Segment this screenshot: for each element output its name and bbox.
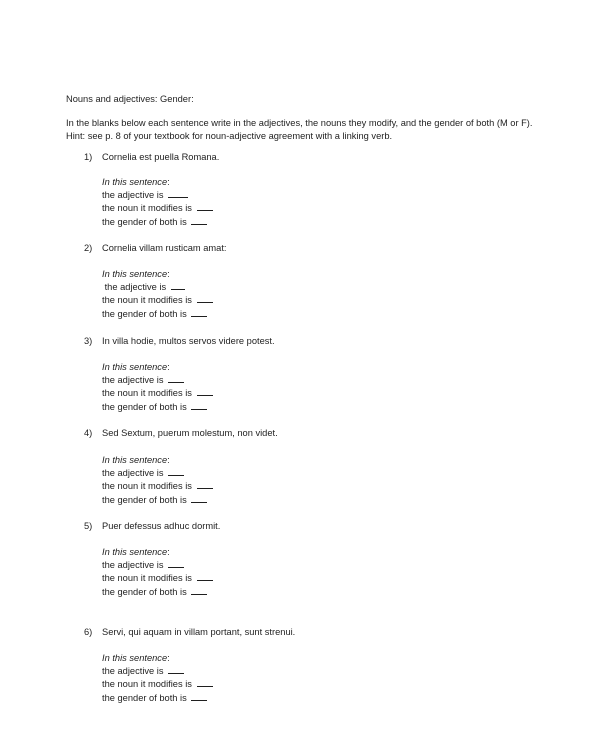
gender-label: the gender of both is	[102, 401, 187, 412]
answer-block-5	[102, 546, 213, 599]
adjective-blank[interactable]	[168, 559, 184, 568]
intro-colon: :	[167, 547, 170, 557]
intro-label: In this sentence	[102, 269, 168, 279]
question-number: 5)	[84, 521, 93, 531]
question-5	[84, 521, 220, 531]
adjective-label: the adjective is	[104, 282, 167, 293]
intro-label: In this sentence	[102, 547, 168, 557]
gender-label: the gender of both is	[102, 216, 187, 227]
answer-block-4	[102, 454, 213, 507]
intro-label: In this sentence	[102, 362, 168, 372]
answer-block-6	[102, 652, 213, 705]
intro-colon: :	[167, 362, 170, 372]
noun-label: the noun it modifies is	[102, 679, 192, 690]
question-3	[84, 336, 275, 346]
answer-block-1	[102, 176, 213, 229]
gender-blank[interactable]	[191, 401, 207, 410]
adjective-blank[interactable]	[168, 374, 184, 383]
worksheet-heading: Nouns and adjectives: Gender:	[66, 94, 194, 104]
question-number: 4)	[84, 428, 93, 438]
noun-label: the noun it modifies is	[102, 573, 192, 584]
question-2	[84, 243, 227, 253]
gender-label: the gender of both is	[102, 494, 187, 505]
instructions-text: In the blanks below each sentence write in the adjectives, the nouns they modify, and the gender of both (M or F). Hint: see p. 8 of your textbook for noun-adjective agreement with a linking verb.	[66, 118, 533, 141]
noun-blank[interactable]	[197, 572, 213, 581]
question-number: 2)	[84, 243, 93, 253]
noun-blank[interactable]	[197, 678, 213, 687]
question-sentence: Sed Sextum, puerum molestum, non videt.	[102, 428, 278, 438]
adjective-label: the adjective is	[102, 468, 164, 479]
intro-colon: :	[167, 653, 170, 663]
noun-label: the noun it modifies is	[102, 388, 192, 399]
intro-colon: :	[167, 269, 170, 279]
question-1	[84, 152, 219, 162]
question-sentence: Cornelia est puella Romana.	[102, 152, 220, 162]
adjective-blank[interactable]	[168, 467, 184, 476]
gender-blank[interactable]	[191, 216, 207, 225]
intro-label: In this sentence	[102, 653, 168, 663]
question-4	[84, 428, 278, 438]
question-sentence: Cornelia villam rusticam amat:	[102, 243, 227, 253]
question-6	[84, 627, 295, 637]
adjective-blank[interactable]	[168, 665, 184, 674]
gender-blank[interactable]	[191, 308, 207, 317]
noun-label: the noun it modifies is	[102, 481, 192, 492]
noun-blank[interactable]	[197, 480, 213, 489]
question-number: 3)	[84, 336, 93, 346]
adjective-blank[interactable]	[168, 189, 188, 198]
noun-label: the noun it modifies is	[102, 295, 192, 306]
gender-blank[interactable]	[191, 494, 207, 503]
gender-blank[interactable]	[191, 586, 207, 595]
answer-block-3	[102, 361, 213, 414]
noun-label: the noun it modifies is	[102, 203, 192, 214]
intro-colon: :	[167, 177, 170, 187]
adjective-blank[interactable]	[171, 281, 185, 290]
question-sentence: In villa hodie, multos servos videre potest.	[102, 336, 275, 346]
question-number: 6)	[84, 627, 93, 637]
gender-label: the gender of both is	[102, 692, 187, 703]
noun-blank[interactable]	[197, 387, 213, 396]
intro-label: In this sentence	[102, 177, 168, 187]
intro-colon: :	[167, 455, 170, 465]
intro-label: In this sentence	[102, 455, 168, 465]
noun-blank[interactable]	[197, 294, 213, 303]
gender-label: the gender of both is	[102, 586, 187, 597]
adjective-label: the adjective is	[102, 190, 164, 201]
question-sentence: Puer defessus adhuc dormit.	[102, 521, 221, 531]
adjective-label: the adjective is	[102, 375, 164, 386]
adjective-label: the adjective is	[102, 560, 164, 571]
noun-blank[interactable]	[197, 202, 213, 211]
question-sentence: Servi, qui aquam in villam portant, sunt strenui.	[102, 627, 296, 637]
answer-block-2	[102, 268, 213, 321]
gender-blank[interactable]	[191, 692, 207, 701]
question-number: 1)	[84, 152, 93, 162]
gender-label: the gender of both is	[102, 308, 187, 319]
adjective-label: the adjective is	[102, 666, 164, 677]
